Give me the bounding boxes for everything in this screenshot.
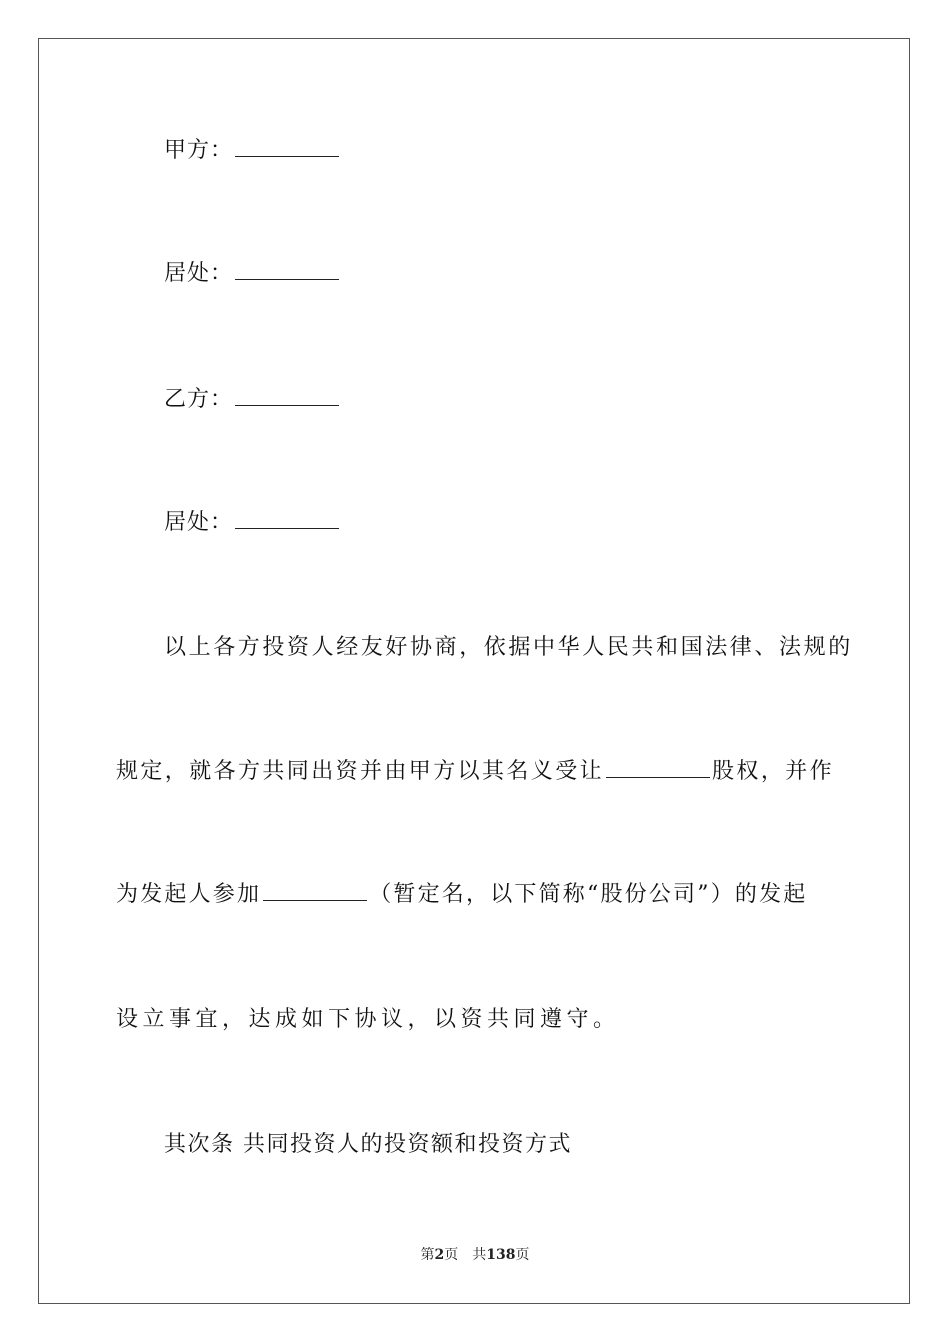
footer-total-suffix: 页 bbox=[515, 1247, 530, 1263]
paragraph-line-4-text: 设立事宜，达成如下协议，以资共同遵守。 bbox=[116, 1007, 620, 1032]
paragraph-line-4 bbox=[116, 1005, 834, 1035]
party-b-address-field bbox=[164, 508, 341, 538]
paragraph-line-3-part bbox=[116, 880, 808, 910]
party-b-label: 乙方： bbox=[164, 387, 234, 412]
section-heading: 其次条 共同投资人的投资额和投资方式 bbox=[164, 1132, 572, 1157]
party-b-address-blank bbox=[235, 510, 339, 529]
paragraph-line-1-text: 以上各方投资人经友好协商，依据中华人民共和国法律、法规的 bbox=[164, 635, 853, 660]
paragraph-line-3 bbox=[116, 880, 834, 910]
footer-page-prefix: 第 bbox=[420, 1247, 435, 1263]
party-b-address-label: 居处： bbox=[164, 510, 234, 535]
paragraph-line-2-part-a bbox=[116, 757, 834, 787]
party-b-field bbox=[164, 385, 341, 415]
party-a-label: 甲方： bbox=[164, 138, 234, 163]
paragraph-line-3-text-a: 为发起人参加 bbox=[116, 882, 262, 907]
equity-blank bbox=[606, 759, 710, 778]
party-a-address-label: 居处： bbox=[164, 261, 234, 286]
party-a-field bbox=[164, 136, 341, 166]
paragraph-line-1 bbox=[164, 633, 853, 663]
party-a-address-field bbox=[164, 259, 341, 289]
footer-total-pages: 138 bbox=[486, 1247, 516, 1263]
paragraph-line-2 bbox=[116, 757, 834, 787]
paragraph-line-2-text-b: 股权，并作 bbox=[712, 759, 835, 784]
party-b-blank bbox=[235, 387, 339, 406]
company-name-blank bbox=[263, 882, 367, 901]
paragraph-line-2-text-a: 规定，就各方共同出资并由甲方以其名义受让 bbox=[116, 759, 605, 784]
party-a-blank bbox=[235, 138, 339, 157]
paragraph-line-3-text-b: （暂定名，以下简称“股份公司”）的发起 bbox=[369, 882, 808, 907]
footer-page-number: 2 bbox=[434, 1247, 445, 1263]
page-footer bbox=[0, 1245, 950, 1265]
page-frame bbox=[38, 38, 910, 1304]
footer-page-suffix: 页 bbox=[444, 1247, 459, 1263]
footer-total-prefix: 共 bbox=[472, 1247, 487, 1263]
party-a-address-blank bbox=[235, 261, 339, 280]
